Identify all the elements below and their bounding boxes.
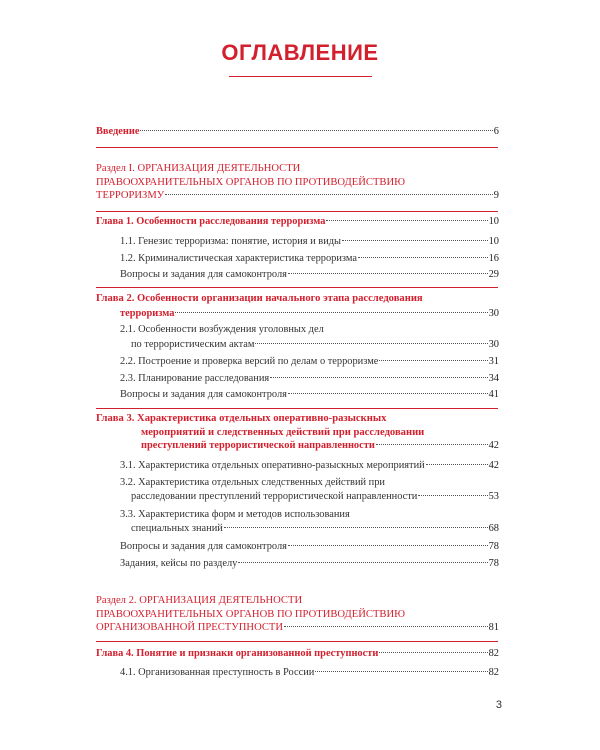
toc-section-1-title[interactable] (96, 162, 405, 189)
toc-entry-label: 2.2. Построение и проверка версий по делам о терроризме (120, 356, 379, 367)
section-title-line: ПРАВООХРАНИТЕЛЬНЫХ ОРГАНОВ ПО ПРОТИВОДЕЙСТВИЮ (96, 608, 406, 620)
chapter-title-line: Глава 2. Особенности организации начального этапа расследования (96, 293, 423, 304)
toc-page-number: 81 (488, 622, 499, 633)
toc-entry-label: расследовании преступлений террористической направленности (131, 491, 418, 502)
toc-page-number: 10 (488, 216, 499, 227)
toc-entry[interactable] (120, 388, 499, 401)
toc-entry[interactable] (120, 557, 499, 570)
toc-entry-chapter-1[interactable] (96, 215, 499, 228)
toc-entry-label: 1.1. Генезис терроризма: понятие, история и виды (120, 236, 342, 247)
toc-entry-line (120, 476, 385, 490)
toc-page-number: 31 (488, 356, 499, 367)
toc-page-number: 82 (488, 648, 499, 659)
toc-entry-line-text: 2.1. Особенности возбуждения уголовных дел (120, 324, 324, 335)
toc-entry[interactable] (120, 355, 499, 368)
chapter-title: Глава 4. Понятие и признаки организованной преступности (96, 648, 379, 659)
toc-page-number: 78 (488, 541, 499, 552)
chapter-title-line: терроризма (120, 308, 175, 319)
toc-entry-label: Вопросы и задания для самоконтроля (120, 269, 287, 280)
toc-leader-dots (358, 257, 488, 258)
toc-page-number: 78 (488, 558, 499, 569)
toc-entry-label: специальных знаний (131, 523, 223, 534)
toc-entry-label: Задания, кейсы по разделу (120, 558, 238, 569)
toc-page-number: 29 (488, 269, 499, 280)
toc-entry[interactable] (120, 235, 499, 248)
toc-leader-dots (175, 312, 487, 313)
toc-entry-line (120, 323, 324, 337)
toc-entry-label: 4.1. Организованная преступность в России (120, 667, 315, 678)
toc-leader-dots (288, 545, 488, 546)
toc-leader-dots (288, 273, 488, 274)
toc-page-number: 41 (488, 389, 499, 400)
toc-entry[interactable] (120, 252, 499, 265)
toc-entry-chapter-4[interactable] (96, 647, 499, 660)
toc-entry[interactable] (131, 338, 499, 351)
toc-leader-dots (238, 562, 487, 563)
toc-entry-chapter-3[interactable] (141, 439, 499, 452)
toc-leader-dots (418, 495, 487, 496)
toc-entry[interactable] (120, 540, 499, 553)
toc-entry-label: 2.3. Планирование расследования (120, 373, 270, 384)
toc-page-number: 42 (488, 440, 499, 451)
toc-entry-intro[interactable] (96, 125, 499, 138)
toc-page-number: 30 (488, 308, 499, 319)
chapter-title-line: Глава 3. Характеристика отдельных оперативно-разыскных (96, 413, 387, 424)
chapter-title-line: мероприятий и следственных действий при расследовании (141, 426, 425, 438)
section-title-line: ОРГАНИЗОВАННОЙ ПРЕСТУПНОСТИ (96, 622, 284, 633)
toc-entry-label: Вопросы и задания для самоконтроля (120, 541, 287, 552)
toc-leader-dots (315, 671, 487, 672)
toc-leader-dots (284, 626, 488, 627)
toc-entry-label: 1.2. Криминалистическая характеристика терроризма (120, 253, 357, 264)
chapter-title: Глава 1. Особенности расследования терроризма (96, 216, 326, 227)
toc-page-number: 42 (488, 460, 499, 471)
toc-leader-dots (426, 464, 488, 465)
toc-section-2-title[interactable] (96, 594, 405, 621)
toc-leader-dots (224, 527, 488, 528)
toc-entry-line (120, 508, 350, 522)
chapter-title-line: преступлений террористической направленности (141, 440, 375, 451)
page-number: 3 (495, 699, 502, 711)
toc-leader-dots (288, 393, 488, 394)
toc-leader-dots (140, 130, 492, 131)
toc-page-number: 53 (488, 491, 499, 502)
section-title-line: ПРАВООХРАНИТЕЛЬНЫХ ОРГАНОВ ПО ПРОТИВОДЕЙСТВИЮ (96, 176, 406, 188)
toc-entry-label: 3.1. Характеристика отдельных оперативно-разыскных мероприятий (120, 460, 425, 471)
toc-leader-dots (379, 652, 487, 653)
toc-leader-dots (255, 343, 487, 344)
section-divider (96, 147, 498, 148)
toc-entry[interactable] (131, 522, 499, 535)
toc-leader-dots (270, 377, 487, 378)
page-title: ОГЛАВЛЕНИЕ (221, 40, 379, 65)
toc-page-number: 82 (488, 667, 499, 678)
toc-entry[interactable] (120, 268, 499, 281)
section-divider (96, 211, 498, 212)
section-title-line: Раздел I. ОРГАНИЗАЦИЯ ДЕЯТЕЛЬНОСТИ (96, 163, 301, 174)
toc-page-number: 10 (488, 236, 499, 247)
toc-leader-dots (376, 444, 488, 445)
section-divider (96, 408, 498, 409)
toc-leader-dots (326, 220, 487, 221)
toc-entry-label: по террористическим актам (131, 339, 255, 350)
toc-entry[interactable] (120, 666, 499, 679)
toc-entry-section-2[interactable] (96, 621, 499, 634)
toc-entry-label: Введение (96, 126, 140, 137)
toc-entry-section-1[interactable] (96, 189, 499, 202)
toc-page-number: 68 (488, 523, 499, 534)
title-underline (229, 76, 372, 77)
toc-entry[interactable] (131, 490, 499, 503)
toc-entry-line-text: 3.3. Характеристика форм и методов использования (120, 509, 350, 520)
toc-leader-dots (342, 240, 488, 241)
section-divider (96, 641, 498, 642)
toc-page-number: 16 (488, 253, 499, 264)
toc-leader-dots (379, 360, 487, 361)
toc-chapter-2-title[interactable] (96, 292, 423, 306)
toc-entry[interactable] (120, 372, 499, 385)
toc-leader-dots (165, 194, 493, 195)
toc-page-number: 30 (488, 339, 499, 350)
toc-entry-chapter-2[interactable] (120, 307, 499, 320)
toc-page-number: 34 (488, 373, 499, 384)
toc-page-number: 6 (493, 126, 499, 137)
toc-entry-line-text: 3.2. Характеристика отдельных следственных действий при (120, 477, 385, 488)
section-divider (96, 287, 498, 288)
toc-entry-label: Вопросы и задания для самоконтроля (120, 389, 287, 400)
toc-page-number: 9 (493, 190, 499, 201)
toc-entry[interactable] (120, 459, 499, 472)
section-title-line: Раздел 2. ОРГАНИЗАЦИЯ ДЕЯТЕЛЬНОСТИ (96, 595, 303, 606)
section-title-line: ТЕРРОРИЗМУ (96, 190, 165, 201)
toc-chapter-3-title[interactable] (96, 412, 424, 439)
